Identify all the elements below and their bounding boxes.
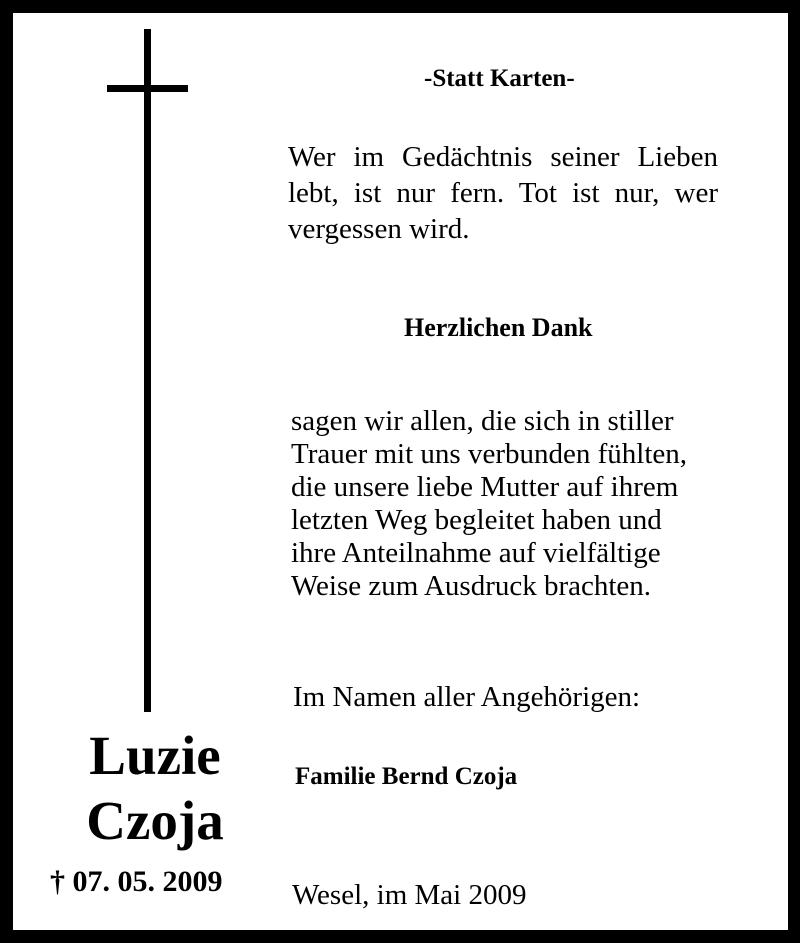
place-date: Wesel, im Mai 2009	[292, 879, 527, 911]
thanks-line: letzten Weg begleitet haben und	[291, 504, 662, 536]
thanks-text	[291, 405, 771, 603]
deceased-last-name: Czoja	[86, 790, 224, 851]
thanks-line: die unsere liebe Mutter auf ihrem	[291, 471, 679, 503]
cross-bar	[107, 85, 188, 92]
notice-heading: -Statt Karten-	[424, 65, 575, 92]
deceased-name	[40, 723, 270, 853]
thanks-line: Trauer mit uns verbunden fühlten,	[291, 438, 688, 470]
thanks-line: Weise zum Ausdruck brachten.	[291, 570, 652, 602]
thanks-heading: Herzlichen Dank	[404, 313, 593, 342]
deceased-first-name: Luzie	[89, 725, 221, 786]
thanks-line: sagen wir allen, die sich in stiller	[291, 405, 674, 437]
family-name: Familie Bernd Czoja	[295, 763, 518, 790]
memorial-quote: Wer im Gedächtnis seiner Lieben lebt, ist nur fern. Tot ist nur, wer vergessen wird.	[288, 141, 718, 245]
death-date: † 07. 05. 2009	[50, 865, 223, 898]
obituary-card	[13, 13, 788, 930]
cross-icon	[144, 29, 151, 712]
thanks-line: ihre Anteilnahme auf vielfältige	[291, 537, 661, 569]
on-behalf-line: Im Namen aller Angehörigen:	[293, 681, 641, 713]
